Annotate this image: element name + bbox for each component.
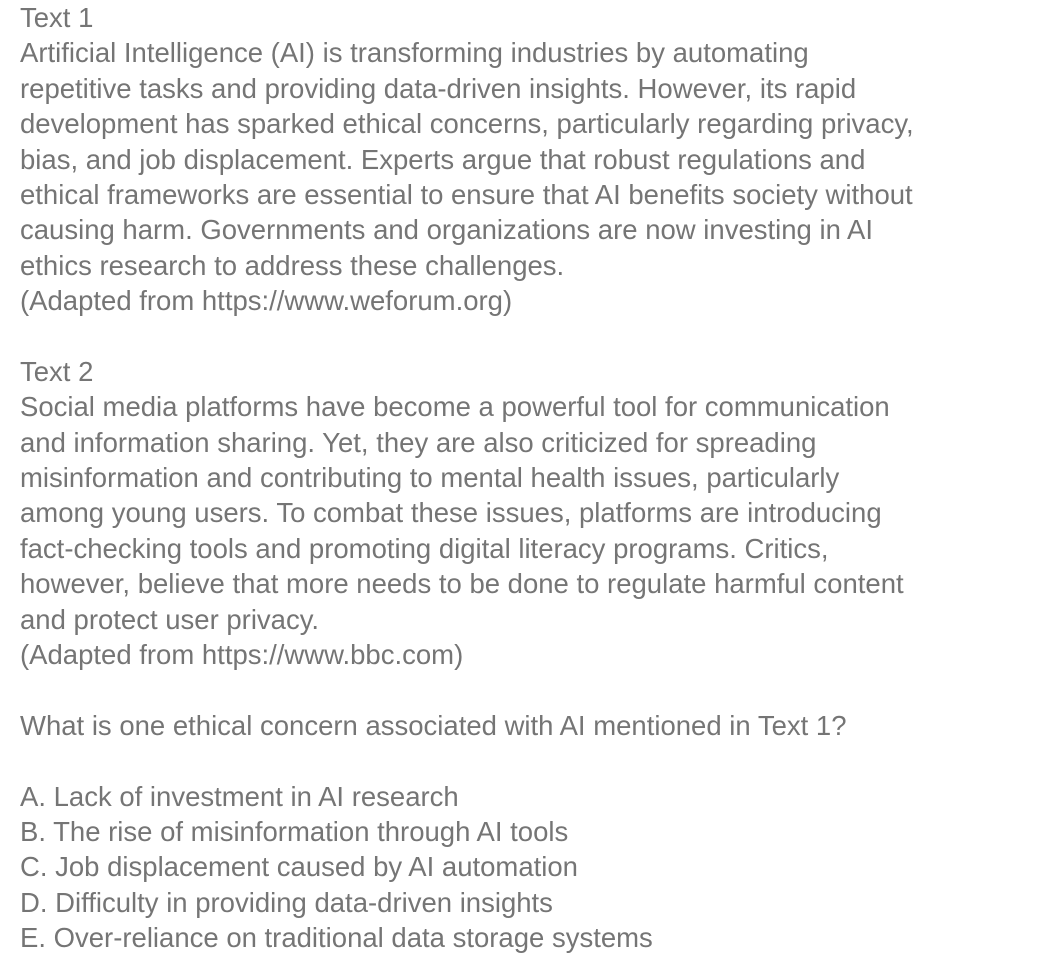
answer-option-b: B. The rise of misinformation through AI tools [20, 815, 569, 847]
spacer [20, 743, 1035, 778]
passage-line: causing harm. Governments and organizations are now investing in AI [20, 214, 873, 246]
passage-heading: Text 1 [20, 2, 94, 33]
answer-option-e: E. Over-reliance on traditional data storage systems [20, 922, 653, 954]
passage-line: and protect user privacy. [20, 603, 320, 635]
passage-source: (Adapted from https://www.weforum.org) [20, 285, 513, 317]
passage-line: misinformation and contributing to mental health issues, particularly [20, 462, 840, 494]
passage-line: development has sparked ethical concerns, particularly regarding privacy, [20, 108, 914, 140]
passage-line: Artificial Intelligence (AI) is transforming industries by automating [20, 37, 809, 69]
answer-option-c: C. Job displacement caused by AI automation [20, 851, 578, 883]
passage-line: bias, and job displacement. Experts argue that robust regulations and [20, 143, 866, 175]
answer-options [20, 779, 1035, 956]
answer-option-a: A. Lack of investment in AI research [20, 780, 459, 812]
spacer [20, 672, 1035, 707]
document-page [20, 0, 1035, 956]
passage-heading: Text 2 [20, 355, 94, 387]
passage-line: ethical frameworks are essential to ensure that AI benefits society without [20, 178, 913, 210]
passage-source: (Adapted from https://www.bbc.com) [20, 639, 464, 671]
question-text: What is one ethical concern associated with AI mentioned in Text 1? [20, 709, 847, 741]
passage-text-1 [20, 0, 1035, 319]
passage-line: Social media platforms have become a powerful tool for communication [20, 391, 890, 423]
spacer [20, 319, 1035, 354]
answer-option-d: D. Difficulty in providing data-driven insights [20, 886, 553, 918]
passage-line: fact-checking tools and promoting digital literacy programs. Critics, [20, 532, 829, 564]
passage-line: ethics research to address these challenges. [20, 249, 565, 281]
passage-line: however, believe that more needs to be done to regulate harmful content [20, 568, 904, 600]
passage-text-2 [20, 354, 1035, 673]
passage-line: among young users. To combat these issues, platforms are introducing [20, 497, 882, 529]
passage-line: repetitive tasks and providing data-driven insights. However, its rapid [20, 72, 857, 104]
passage-line: and information sharing. Yet, they are also criticized for spreading [20, 426, 817, 458]
